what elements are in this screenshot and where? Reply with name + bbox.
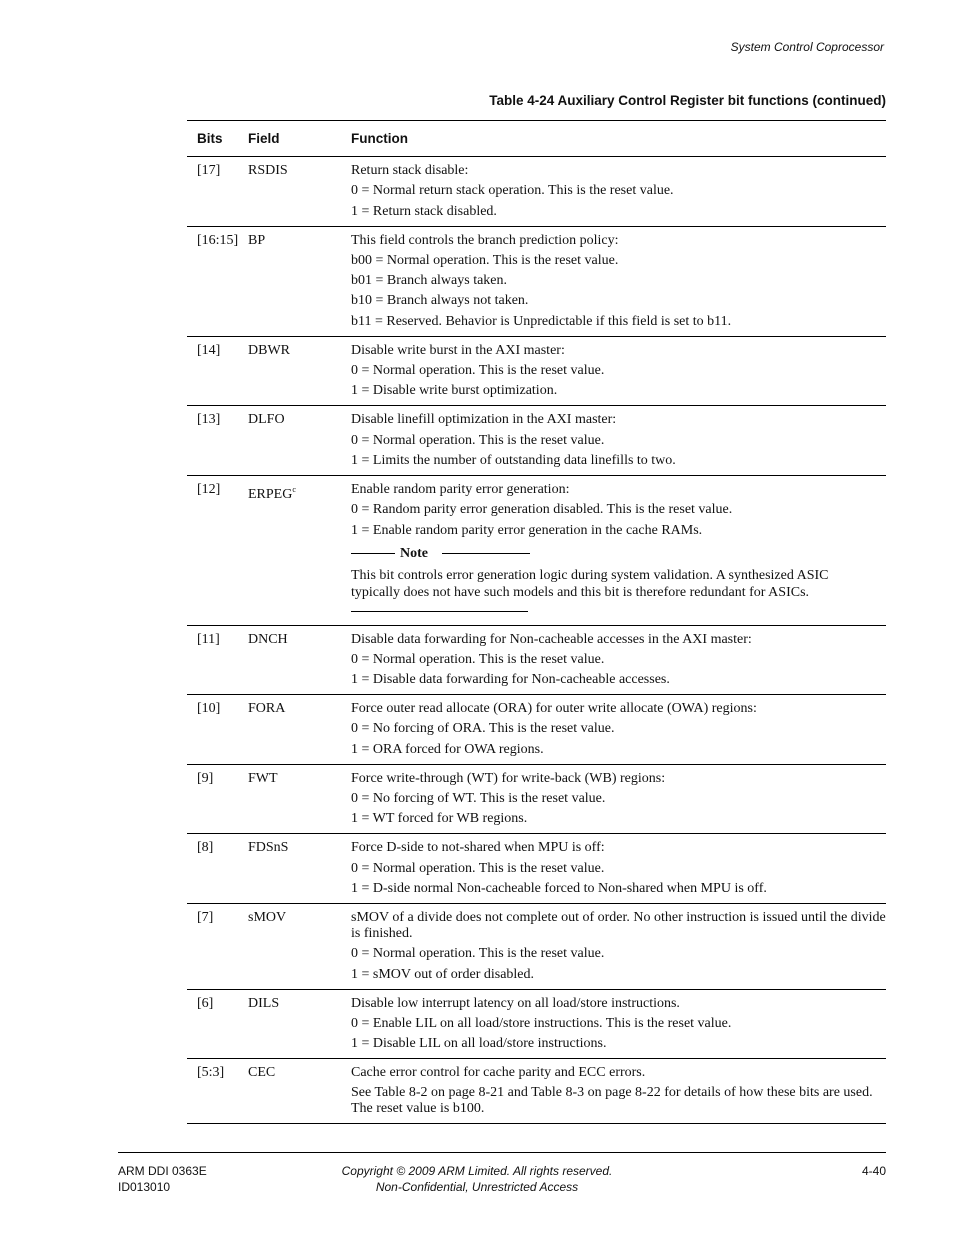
cell-function: [351, 412, 886, 469]
field-name: DNCH: [248, 631, 288, 647]
function-line: 0 = No forcing of ORA. This is the reset value.: [351, 721, 615, 737]
cell-function: [351, 233, 886, 330]
function-line: 0 = Normal return stack operation. This is the reset value.: [351, 183, 674, 199]
footer-doc-id: ARM DDI 0363E: [118, 1164, 207, 1178]
cell-field: [248, 701, 351, 758]
running-header: System Control Coprocessor: [730, 40, 884, 54]
table-row: [187, 476, 886, 626]
function-line: This field controls the branch prediction policy:: [351, 232, 619, 248]
table-row: [187, 695, 886, 765]
function-line: 1 = Limits the number of outstanding data linefills to two.: [351, 452, 676, 468]
field-footnote-marker: c: [292, 484, 296, 494]
function-line: 0 = Normal operation. This is the reset value.: [351, 860, 605, 876]
cell-field: [248, 482, 351, 619]
cell-field: [248, 840, 351, 897]
cell-field: [248, 233, 351, 330]
column-header-field: Field: [248, 131, 280, 146]
field-name: ERPEG: [248, 486, 293, 502]
function-line: Disable write burst in the AXI master:: [351, 342, 565, 358]
field-name: FORA: [248, 701, 286, 717]
function-line: 0 = Normal operation. This is the reset value.: [351, 432, 605, 448]
cell-bits: [7]: [197, 909, 214, 925]
function-line: 1 = D-side normal Non-cacheable forced to Non-shared when MPU is off.: [351, 880, 767, 896]
note-text: This bit controls error generation logic during system validation. A synthesized ASIC typically does not have such models and this bit is therefore redundant for ASICs.: [351, 567, 829, 600]
footer-confidentiality: Non-Confidential, Unrestricted Access: [375, 1180, 579, 1194]
cell-function: [351, 482, 886, 619]
function-line: 1 = Return stack disabled.: [351, 203, 497, 219]
cell-bits: [6]: [197, 995, 214, 1011]
cell-field: [248, 1065, 351, 1117]
function-line: 0 = Normal operation. This is the reset value.: [351, 651, 605, 667]
field-name: DBWR: [248, 342, 290, 358]
cell-function: [351, 910, 886, 983]
register-table: [187, 120, 886, 1124]
function-line: 1 = Disable write burst optimization.: [351, 383, 558, 399]
cell-function: [351, 1065, 886, 1117]
function-line: Return stack disable:: [351, 163, 469, 178]
cell-bits: [11]: [197, 631, 220, 647]
function-line: b00 = Normal operation. This is the reset value.: [351, 252, 619, 268]
function-line: 0 = Normal operation. This is the reset value.: [351, 946, 605, 962]
field-name: RSDIS: [248, 163, 288, 178]
table-header-row: [187, 120, 886, 157]
field-name: sMOV: [248, 909, 287, 925]
cell-bits: [12]: [197, 481, 221, 497]
function-line: 1 = sMOV out of order disabled.: [351, 966, 535, 982]
note-box: [351, 545, 886, 612]
table-row: [187, 157, 886, 227]
cell-function: [351, 771, 886, 828]
cell-field: [248, 771, 351, 828]
cell-field: [248, 343, 351, 400]
function-line: sMOV of a divide does not complete out of order. No other instruction is issued until the divide is finished.: [351, 909, 886, 941]
cell-function: [351, 163, 886, 220]
function-line: Force write-through (WT) for write-back (WB) regions:: [351, 770, 666, 786]
function-line: Force outer read allocate (ORA) for outer write allocate (OWA) regions:: [351, 701, 757, 717]
cell-function: [351, 632, 886, 689]
note-label: Note: [400, 545, 428, 561]
table-row: [187, 626, 886, 696]
function-line: 1 = Enable random parity error generation in the cache RAMs.: [351, 522, 703, 538]
function-line: b11 = Reserved. Behavior is Unpredictable if this field is set to b11.: [351, 313, 732, 329]
field-name: FDSnS: [248, 840, 289, 856]
footer-rule: [118, 1152, 886, 1153]
function-line: Disable low interrupt latency on all load/store instructions.: [351, 995, 680, 1011]
field-name: DLFO: [248, 412, 285, 428]
function-line: b01 = Branch always taken.: [351, 273, 508, 289]
footer-page-number: 4-40: [861, 1164, 886, 1178]
cell-bits: [14]: [197, 342, 221, 358]
function-line: b10 = Branch always not taken.: [351, 293, 529, 309]
table-row: [187, 765, 886, 835]
cell-function: [351, 701, 886, 758]
note-rule-left: [351, 553, 395, 554]
table-row: [187, 990, 886, 1060]
cell-field: [248, 996, 351, 1053]
function-line: Force D-side to not-shared when MPU is off:: [351, 840, 605, 856]
function-line: 0 = Normal operation. This is the reset value.: [351, 363, 605, 379]
table-row: [187, 406, 886, 476]
function-line: Enable random parity error generation:: [351, 481, 570, 497]
footer-issue-id: ID013010: [118, 1180, 171, 1194]
cell-field: [248, 412, 351, 469]
function-line: 1 = Disable data forwarding for Non-cacheable accesses.: [351, 672, 670, 688]
field-name: CEC: [248, 1065, 276, 1081]
footer-copyright: Copyright © 2009 ARM Limited. All rights reserved.: [341, 1164, 613, 1178]
cell-bits: [5:3]: [197, 1065, 225, 1081]
cell-field: [248, 163, 351, 220]
cell-function: [351, 840, 886, 897]
table-row: [187, 1059, 886, 1124]
column-header-bits: Bits: [197, 131, 223, 146]
cell-bits: [17]: [197, 163, 221, 178]
cell-bits: [9]: [197, 770, 214, 786]
function-line: Disable data forwarding for Non-cacheable accesses in the AXI master:: [351, 631, 752, 647]
function-line: Cache error control for cache parity and ECC errors.: [351, 1065, 646, 1081]
cell-function: [351, 343, 886, 400]
function-line: Disable linefill optimization in the AXI master:: [351, 412, 617, 428]
note-rule-right: [442, 553, 530, 554]
cell-bits: [10]: [197, 701, 221, 717]
function-line: 1 = Disable LIL on all load/store instructions.: [351, 1036, 607, 1052]
cell-field: [248, 910, 351, 983]
function-line: 0 = No forcing of WT. This is the reset value.: [351, 791, 606, 807]
table-row: [187, 904, 886, 990]
cell-bits: [13]: [197, 412, 221, 428]
table-row: [187, 834, 886, 904]
function-line: 0 = Random parity error generation disabled. This is the reset value.: [351, 502, 733, 518]
table-title: Table 4-24 Auxiliary Control Register bit functions (continued): [489, 93, 886, 108]
table-row: [187, 227, 886, 337]
field-name: BP: [248, 232, 266, 248]
note-heading: [351, 545, 886, 563]
function-line: 1 = WT forced for WB regions.: [351, 811, 528, 827]
cell-bits: [8]: [197, 840, 214, 856]
note-rule-bottom: [351, 611, 528, 612]
field-name: FWT: [248, 770, 278, 786]
function-line: 0 = Enable LIL on all load/store instructions. This is the reset value.: [351, 1015, 732, 1031]
column-header-function: Function: [351, 131, 408, 146]
footer-center: [0, 1163, 954, 1195]
cell-bits: [16:15]: [197, 232, 239, 248]
table-row: [187, 337, 886, 407]
function-line: See Table 8-2 on page 8-21 and Table 8-3 on page 8-22 for details of how these bits are used. The reset value is b100.: [351, 1085, 873, 1117]
table-body: [187, 157, 886, 1124]
cell-field: [248, 632, 351, 689]
function-line: 1 = ORA forced for OWA regions.: [351, 741, 544, 757]
cell-function: [351, 996, 886, 1053]
field-name: DILS: [248, 995, 280, 1011]
